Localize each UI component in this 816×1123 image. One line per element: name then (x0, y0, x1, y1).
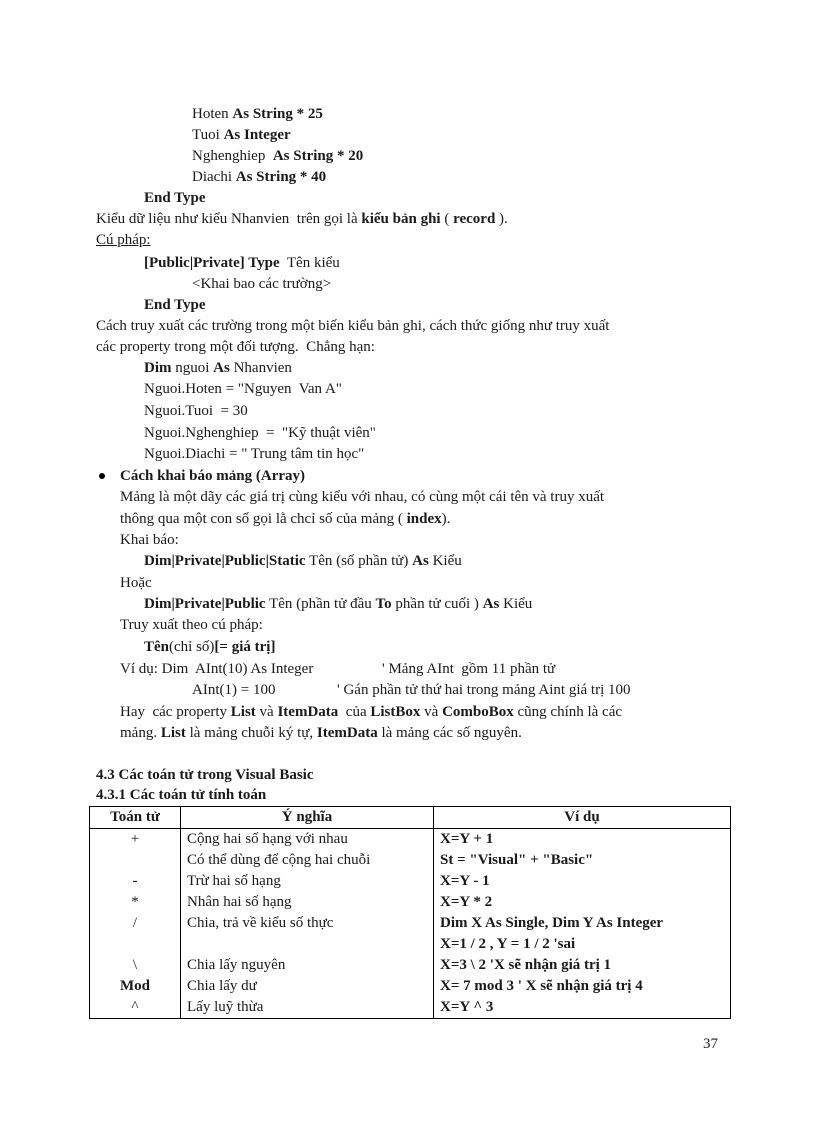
example-assign-aint-comment: ' Gán phần tử thứ hai trong mảng Aint giá trị 100 (337, 682, 631, 698)
table-row (90, 913, 731, 934)
operator-cell: - (90, 871, 181, 892)
array-desc-line-2: thông qua một con số gọi lằ chcỉ số của mảng ( index). (120, 511, 451, 527)
list-paragraph-line-2: mảng. List là mảng chuỗi ký tự, ItemData là mảng các số nguyên. (120, 725, 522, 741)
header-operator: Toán tử (90, 807, 181, 829)
example-line-dim: Dim nguoi As Nhanvien (144, 360, 292, 376)
example-cell: X=Y ^ 3 (434, 997, 731, 1019)
list-paragraph-line-1: Hay các property List và ItemData của ListBox và ComboBox cũng chính là các (120, 704, 623, 720)
or-label: Hoặc (120, 575, 152, 591)
array-desc-line-1: Mảng là một dãy các giá trị cùng kiểu với nhau, có cùng một cái tên và truy xuất (120, 489, 605, 505)
meaning-cell: Cộng hai số hạng với nhau (181, 829, 434, 851)
operator-cell: ^ (90, 997, 181, 1019)
bullet-icon (99, 473, 105, 479)
access-paragraph-line-2: các property trong một đối tượng. Chẳng hạn: (96, 339, 375, 355)
example-cell: X=Y * 2 (434, 892, 731, 913)
meaning-cell: Chia, trả về kiểu số thực (181, 913, 434, 934)
meaning-cell (181, 934, 434, 955)
meaning-cell: Trừ hai số hạng (181, 871, 434, 892)
operator-cell (90, 850, 181, 871)
operator-cell: + (90, 829, 181, 851)
meaning-cell: Chia lấy dư (181, 976, 434, 997)
declare-label: Khai báo: (120, 532, 179, 548)
syntax-line-end-type: End Type (144, 297, 206, 313)
table-row (90, 997, 731, 1019)
example-assign-aint: AInt(1) = 100 (192, 682, 276, 698)
meaning-cell: Nhân hai số hạng (181, 892, 434, 913)
page-number: 37 (703, 1036, 718, 1052)
section-heading-4-3-1: 4.3.1 Các toán tử tính toán (96, 787, 267, 803)
code-line-nghenghiep: Nghenghiep As String * 20 (192, 148, 364, 164)
header-meaning: Ý nghĩa (181, 807, 434, 829)
example-dim-aint: Ví dụ: Dim AInt(10) As Integer (120, 661, 314, 677)
operator-cell (90, 934, 181, 955)
table-row (90, 892, 731, 913)
meaning-cell: Chia lấy nguyên (181, 955, 434, 976)
code-line-tuoi: Tuoi As Integer (192, 127, 291, 143)
example-line-diachi: Nguoi.Diachi = " Trung tâm tin học" (144, 446, 365, 462)
section-heading-4-3: 4.3 Các toán tử trong Visual Basic (96, 767, 314, 783)
table-row (90, 829, 731, 851)
operator-cell: / (90, 913, 181, 934)
example-cell: X=3 \ 2 'X sẽ nhận giá trị 1 (434, 955, 731, 976)
operators-table (89, 806, 731, 1019)
example-cell: St = "Visual" + "Basic" (434, 850, 731, 871)
table-header-row (90, 807, 731, 829)
example-line-nghenghiep: Nguoi.Nghenghiep = "Kỹ thuật viên" (144, 425, 376, 441)
meaning-cell: Có thể dùng để cộng hai chuỗi (181, 850, 434, 871)
example-cell: X= 7 mod 3 ' X sẽ nhận giá trị 4 (434, 976, 731, 997)
code-line-end-type: End Type (144, 190, 206, 206)
record-paragraph: Kiểu dữ liệu như kiểu Nhanvien trên gọi là kiểu bản ghi ( record ). (96, 211, 508, 227)
syntax-label: Cú pháp: (96, 232, 151, 248)
example-cell: X=1 / 2 , Y = 1 / 2 'sai (434, 934, 731, 955)
table-row (90, 955, 731, 976)
operator-cell: Mod (90, 976, 181, 997)
header-example: Ví dụ (434, 807, 731, 829)
declare-syntax-2: Dim|Private|Public Tên (phần tử đầu To phần tử cuối ) As Kiểu (144, 596, 533, 612)
example-cell: X=Y - 1 (434, 871, 731, 892)
array-heading: Cách khai báo mảng (Array) (120, 468, 306, 484)
access-syntax-label: Truy xuất theo cú pháp: (120, 617, 263, 633)
syntax-line-fields: <Khai bao các trường> (192, 276, 332, 292)
syntax-line-type: [Public|Private] Type Tên kiểu (144, 255, 340, 271)
code-line-diachi: Diachi As String * 40 (192, 169, 327, 185)
table-row (90, 934, 731, 955)
declare-syntax-1: Dim|Private|Public|Static Tên (số phần tử) As Kiểu (144, 553, 462, 569)
example-cell: Dim X As Single, Dim Y As Integer (434, 913, 731, 934)
code-line-hoten: Hoten As String * 25 (192, 106, 323, 122)
operator-cell: \ (90, 955, 181, 976)
table-row (90, 871, 731, 892)
table-row (90, 850, 731, 871)
example-cell: X=Y + 1 (434, 829, 731, 851)
meaning-cell: Lấy luỹ thừa (181, 997, 434, 1019)
access-paragraph-line-1: Cách truy xuất các trường trong một biến kiểu bản ghi, cách thức giống như truy xuất (96, 318, 610, 334)
example-dim-aint-comment: ' Mảng AInt gồm 11 phần tử (382, 661, 556, 677)
access-syntax: Tên(chỉ số)[= giá trị] (144, 639, 276, 655)
example-line-tuoi: Nguoi.Tuoi = 30 (144, 403, 248, 419)
table-row (90, 976, 731, 997)
example-line-hoten: Nguoi.Hoten = "Nguyen Van A" (144, 381, 342, 397)
operator-cell: * (90, 892, 181, 913)
